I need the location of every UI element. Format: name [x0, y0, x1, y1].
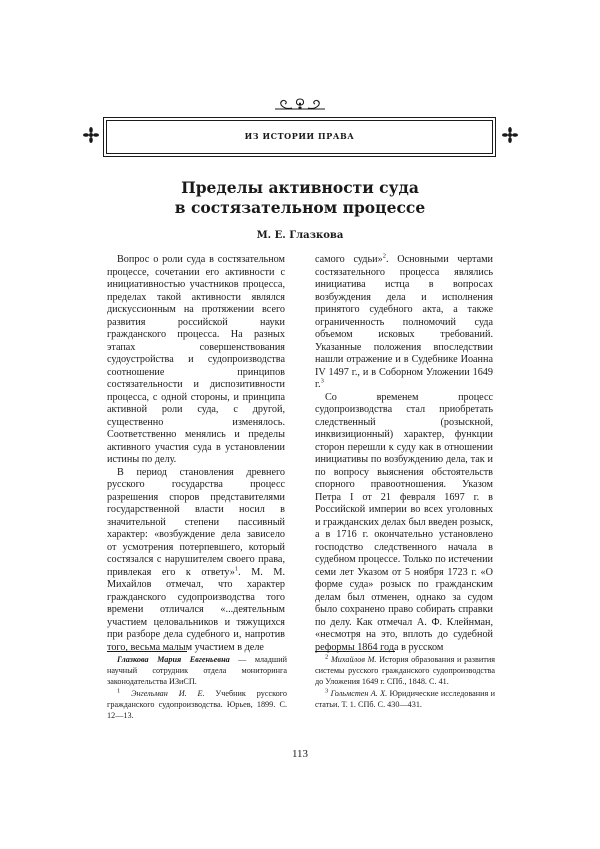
- paragraph: Вопрос о роли суда в состязательном процессе, сочетании его активности с инициативностью участников процесса, пределах такой активности являлся дискуссионным на протяжении всего развития российской науки гражданского процесса. На разных этапах совершенствования судоустройства и судопроизводства соотношение принципов состязательности и диспозитивности процесса, с одной стороны, и принципа активной роли суда, с другой, существенно изменялось. Соответственно менялись и пределы активного участия суда в установлении истины по делу.: [107, 254, 285, 465]
- footnote-divider: [315, 651, 395, 652]
- footnote: $^1$ Энгельман И. Е. Учебник русского гражданского судопроизводства. Юрьев, 1899. С. 12—13.: [107, 687, 287, 720]
- footnote-ref: 2: [382, 252, 386, 260]
- section-title: ИЗ ИСТОРИИ ПРАВА: [244, 131, 355, 141]
- flourish-ornament-icon: [270, 96, 330, 112]
- footnote-divider: [107, 651, 187, 652]
- paragraph: В период становления древнего русского государства процесс разрешения споров представителями государственной власти носил в значительной степени пассивный характер: «возбуждение дела зависело от усмотрения потерпевшего, который состязался с нарушителем своего права, привлекая его к ответу»$^1$. М. М. Михайлов отмечал, что характер гражданского судопроизводства того времени отличался «...деятельным участием целовальников и тяжущихся при разборе дела судебного и, напротив того, весьма малым участием в деле: [107, 466, 285, 653]
- paragraph: самого судьи»$^2$. Основными чертами состязательного процесса являлись инициатива истца в вопросах возбуждения дела и исполнения принятого судебного акта, а также ограниченность полномочий суда объемом исковых требований. Указанные положения впоследствии нашли отражение и в Судебнике Иоанна IV 1497 г., и в Соборном Уложении 1649 г.$^3$: [315, 252, 493, 390]
- paragraph: Со временем процесс судопроизводства стал приобретать следственный (розыскной, инквизиционный) характер, функции сторон перешли к суду как в отношении инициативы по возбуждению дела, так и по вопросу выяснения обстоятельств спорного правоотношения. Указом Петра I от 21 февраля 1697 г. в Российской империи во всех уголовных и гражданских делах был введен розыск, а в 1716 г. окончательно установлено господство следственного начала в судебном процессе. Только по истечении семи лет Указом от 5 ноября 1723 г. «О форме суда» розыск по гражданским делам был отменен, однако за судом было сохранено право собирать справки по делу. Как отмечал А. Ф. Клейнман, «несмотря на это, вплоть до судебной реформы 1864 года в русском: [315, 391, 493, 653]
- footnote-ref: 1: [234, 565, 239, 573]
- author-note: Глазкова Мария Евгеньевна — младший научный сотрудник отдела мониторинга законодательства ИЗиСП.: [107, 655, 287, 686]
- article-title: Пределы активности суда в состязательном процессе: [174, 178, 426, 217]
- footnote-ref: 3: [320, 377, 324, 385]
- footnotes-left: [107, 654, 287, 722]
- fleuron-icon: [82, 126, 100, 144]
- page-number: 113: [291, 748, 309, 760]
- text-column-right: [315, 254, 493, 654]
- fleuron-icon: [501, 126, 519, 144]
- footnote: $^2$ Михайлов М. История образования и развития системы русского гражданского судопроизводства до Уложения 1649 г. СПб., 1848. С. 41.: [315, 653, 496, 686]
- footnote: $^3$ Гольмстен А. Х. Юридические исследования и статьи. Т. 1. СПб. С. 430—431.: [315, 687, 496, 709]
- text-column-left: [107, 254, 285, 654]
- article-author: М. Е. Глазкова: [256, 230, 344, 241]
- footnotes-right: [315, 654, 495, 711]
